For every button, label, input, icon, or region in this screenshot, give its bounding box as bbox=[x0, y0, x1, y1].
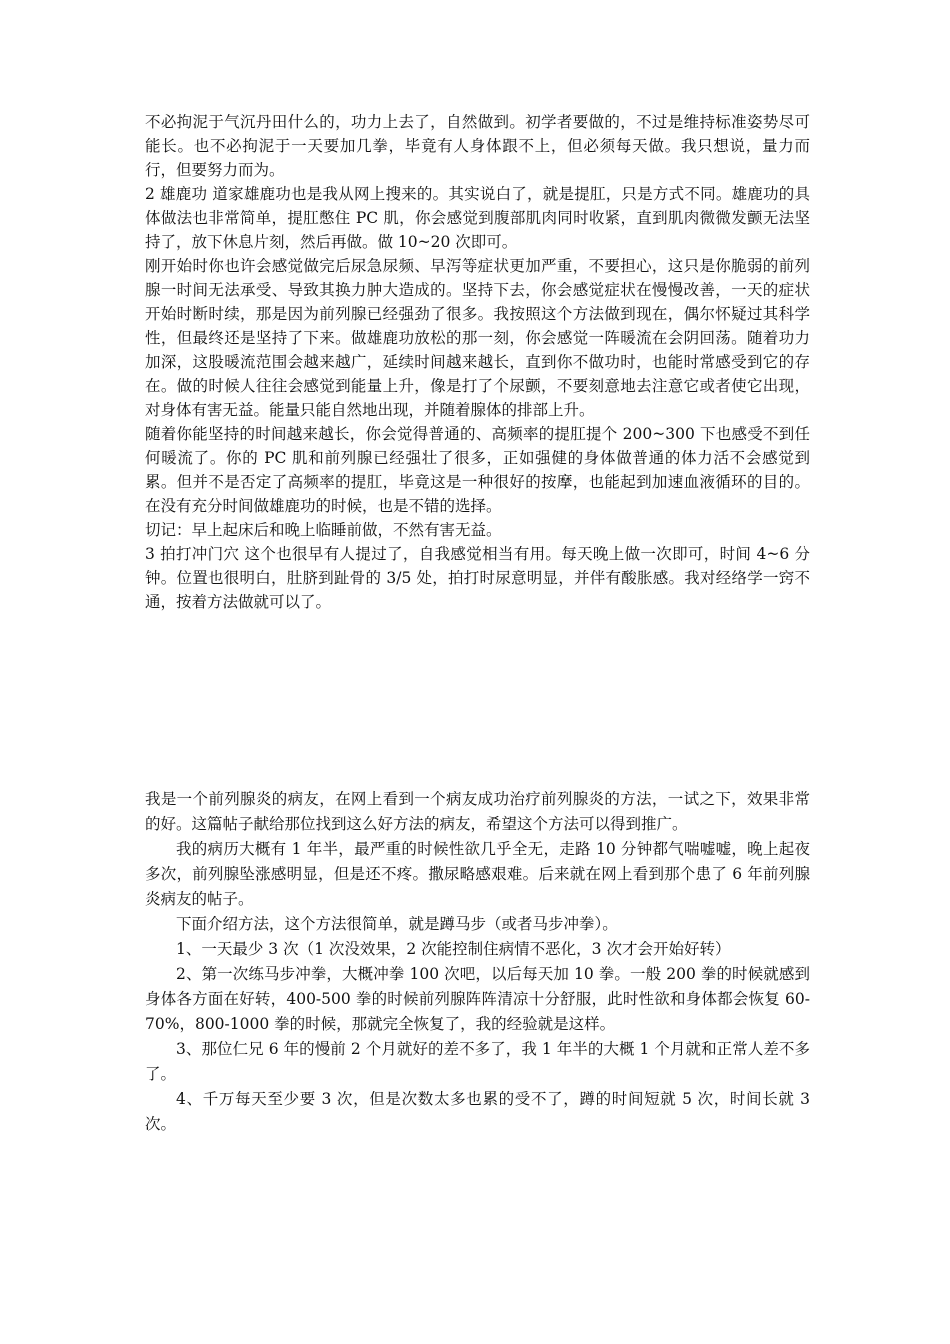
paragraph-history: 我的病历大概有 1 年半，最严重的时候性欲几乎全无，走路 10 分钟都气喘嘘嘘，晚上起夜多次，前列腺坠涨感明显，但是还不疼。撒尿略感艰难。后来就在网上看到那个患了 6 年前列腺炎病友的帖子。 bbox=[145, 840, 810, 908]
section-exercise-methods bbox=[145, 110, 810, 614]
paragraph-progress: 随着你能坚持的时间越来越长，你会觉得普通的、高频率的提肛提个 200~300 下也感受不到任何暖流了。你的 PC 肌和前列腺已经强壮了很多，正如强健的身体做普通的体力活不会感觉到累。但并不是否定了高频率的提肛，毕竟这是一种很好的按摩，也能起到加速血液循环的目的。在没有充分时间做雄鹿功的时候，也是不错的选择。 bbox=[145, 425, 810, 515]
paragraph-stag-exercise: 2 雄鹿功 道家雄鹿功也是我从网上搜来的。其实说白了，就是提肛，只是方式不同。雄鹿功的具体做法也非常简单，提肛憋住 PC 肌，你会感觉到腹部肌肉同时收紧，直到肌肉微微发颤无法坚持了，放下休息片刻，然后再做。做 10~20 次即可。 bbox=[145, 185, 810, 251]
list-item-1: 1、一天最少 3 次（1 次没效果，2 次能控制住病情不恶化，3 次才会开始好转） bbox=[176, 940, 731, 958]
list-item-4: 4、千万每天至少要 3 次，但是次数太多也累的受不了，蹲的时间短就 5 次，时间长就 3 次。 bbox=[145, 1090, 810, 1133]
paragraph-caution: 切记：早上起床后和晚上临睡前做，不然有害无益。 bbox=[145, 521, 502, 539]
list-item-2: 2、第一次练马步冲拳，大概冲拳 100 次吧，以后每天加 10 拳。一般 200 拳的时候就感到身体各方面在好转，400-500 拳的时候前列腺阵阵清凉十分舒服，此时性欲和身体都会恢复 60-70%，800-1000 拳的时候，那就完全恢复了，我的经验就是这样。 bbox=[145, 965, 810, 1033]
paragraph-acupoint-tapping: 3 拍打冲门穴 这个也很早有人提过了，自我感觉相当有用。每天晚上做一次即可，时间 4~6 分钟。位置也很明白，肚脐到趾骨的 3/5 处，拍打时尿意明显，并伴有酸胀感。我对经络学一窍不通，按着方法做就可以了。 bbox=[145, 545, 810, 611]
paragraph-method-intro: 下面介绍方法，这个方法很简单，就是蹲马步（或者马步冲拳）。 bbox=[176, 915, 618, 933]
section-horse-stance bbox=[145, 787, 810, 1137]
paragraph-posture-advice: 不必拘泥于气沉丹田什么的，功力上去了，自然做到。初学者要做的，不过是维持标准姿势尽可能长。也不必拘泥于一天要加几拳，毕竟有人身体跟不上，但必须每天做。我只想说，量力而行，但要努力而为。 bbox=[145, 113, 810, 179]
paragraph-initial-symptoms: 刚开始时你也许会感觉做完后尿急尿频、早泻等症状更加严重，不要担心，这只是你脆弱的前列腺一时间无法承受、导致其换力肿大造成的。坚持下去，你会感觉症状在慢慢改善，一天的症状开始时断时续，那是因为前列腺已经强劲了很多。我按照这个方法做到现在，偶尔怀疑过其科学性，但最终还是坚持了下来。做雄鹿功放松的那一刻，你会感觉一阵暖流在会阴回荡。随着功力加深，这股暖流范围会越来越广，延续时间越来越长，直到你不做功时，也能时常感受到它的存在。做的时候人往往会感觉到能量上升，像是打了个尿颤，不要刻意地去注意它或者使它出现，对身体有害无益。能量只能自然地出现，并随着腺体的排部上升。 bbox=[145, 257, 810, 419]
list-item-3: 3、那位仁兄 6 年的慢前 2 个月就好的差不多了，我 1 年半的大概 1 个月就和正常人差不多了。 bbox=[145, 1040, 810, 1083]
paragraph-intro: 我是一个前列腺炎的病友，在网上看到一个病友成功治疗前列腺炎的方法，一试之下，效果非常的好。这篇帖子献给那位找到这么好方法的病友，希望这个方法可以得到推广。 bbox=[145, 790, 810, 833]
